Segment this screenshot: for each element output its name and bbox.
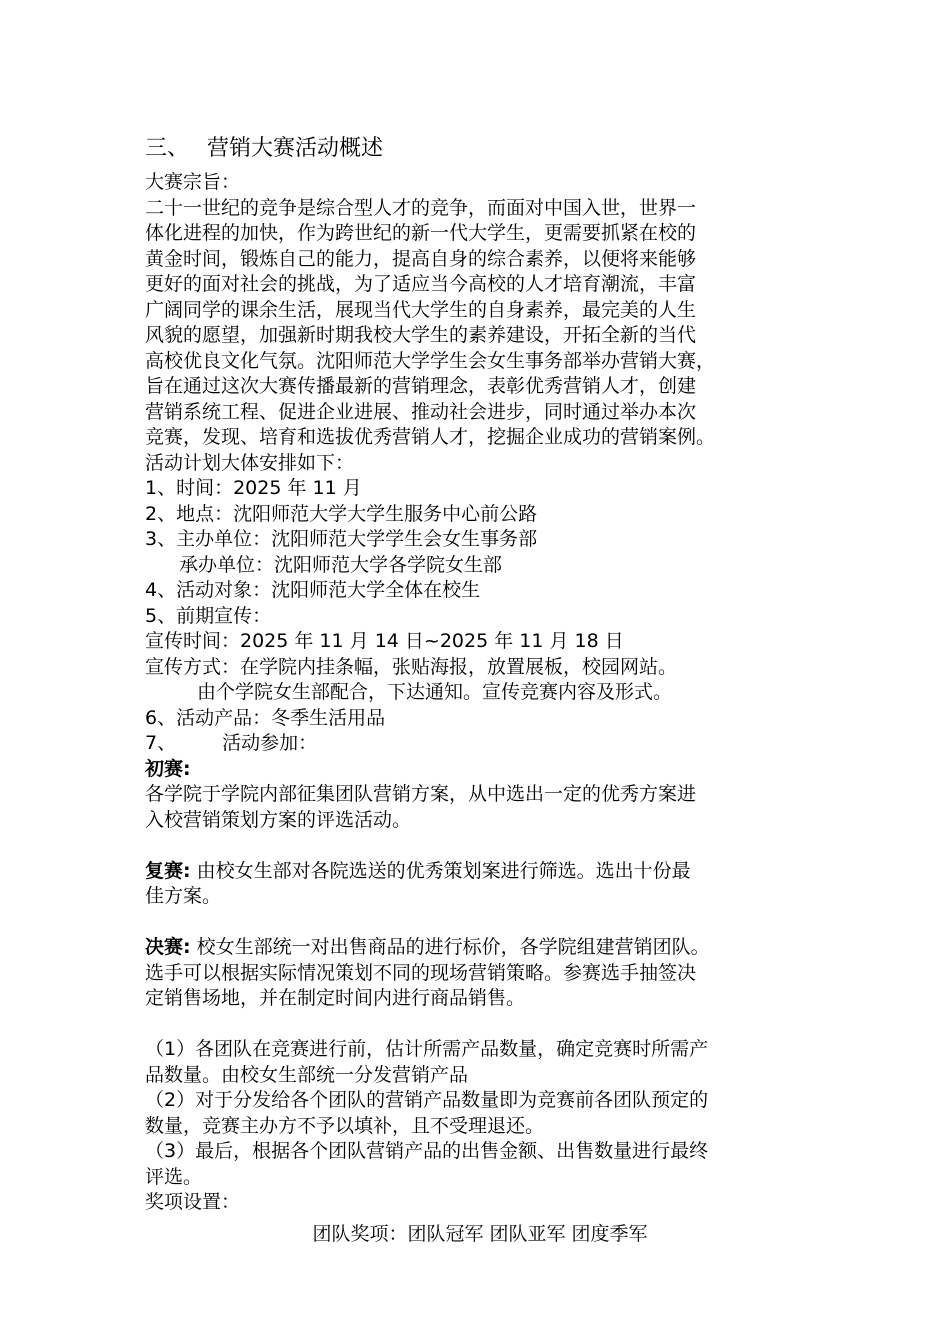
purpose-line: 旨在通过这次大赛传播最新的营销理念，表彰优秀营销人才，创建: [145, 375, 697, 397]
purpose-line: 更好的面对社会的挑战，为了适应当今高校的人才培育潮流，丰富: [145, 273, 697, 295]
purpose-line: 竞赛，发现、培育和选拔优秀营销人才，挖掘企业成功的营销案例。: [145, 426, 716, 448]
final-line: 定销售场地，并在制定时间内进行商品销售。: [145, 987, 526, 1009]
rule-line: 评选。: [145, 1165, 203, 1188]
purpose-line: 黄金时间，锻炼自己的能力，提高自身的综合素养，以便将来能够: [145, 247, 697, 270]
plan-item-time: 1、时间：2025 年 11 月: [145, 477, 362, 499]
plan-item-location: 2、地点：沈阳师范大学大学生服务中心前公路: [145, 502, 538, 525]
plan-item-product: 6、活动产品：冬季生活用品: [145, 706, 386, 729]
publicity-time: 宣传时间：2025 年 11 月 14 日~2025 年 11 月 18 日: [145, 630, 624, 652]
plan-intro: 活动计划大体安排如下：: [145, 451, 355, 474]
purpose-line: 广阔同学的课余生活，展现当代大学生的自身素养，最完美的人生: [145, 298, 697, 321]
prelim-label: 初赛:: [145, 757, 191, 780]
awards-label: 奖项设置：: [145, 1191, 241, 1213]
rule-line: 数量，竞赛主办方不予以填补，且不受理退还。: [145, 1114, 545, 1137]
section-title: 营销大赛活动概述: [207, 136, 384, 161]
document-content: [145, 132, 815, 1247]
final-paragraph: [145, 935, 815, 961]
section-heading: [145, 132, 815, 166]
awards-team: 团队奖项：团队冠军 团队亚军 团度季军: [312, 1222, 648, 1245]
publicity-method-continued: 由个学院女生部配合，下达通知。宣传竞赛内容及形式。: [197, 681, 673, 703]
purpose-label: 大赛宗旨：: [145, 171, 241, 193]
semi-paragraph: [145, 859, 815, 885]
final-text: 校女生部统一对出售商品的进行标价，各学院组建营销团队。: [196, 936, 710, 958]
semi-text-continued: 佳方案。: [145, 885, 222, 907]
semi-label: 复赛:: [145, 859, 191, 882]
rule-line: （3）最后，根据各个团队营销产品的出售金额、出售数量进行最终: [145, 1140, 709, 1162]
item7-number: 7、: [145, 732, 177, 754]
publicity-method: 宣传方式：在学院内挂条幅，张贴海报，放置展板，校园网站。: [145, 655, 678, 678]
prelim-line: 入校营销策划方案的评选活动。: [145, 808, 412, 831]
final-label: 决赛:: [145, 936, 191, 958]
purpose-line: 营销系统工程、促进企业进展、推动社会进步，同时通过举办本次: [145, 400, 697, 423]
semi-text: 由校女生部对各院选送的优秀策划案进行筛选。选出十份最: [196, 859, 691, 882]
prelim-line: 各学院于学院内部征集团队营销方案，从中选出一定的优秀方案进: [145, 783, 697, 805]
purpose-line: 二十一世纪的竞争是综合型人才的竞争，而面对中国入世，世界一: [145, 196, 697, 219]
plan-item-participation: [145, 731, 815, 757]
plan-item-organizer: 承办单位：沈阳师范大学各学院女生部: [179, 553, 503, 576]
plan-item-audience: 4、活动对象：沈阳师范大学全体在校生: [145, 579, 481, 601]
rule-line: 品数量。由校女生部统一分发营销产品: [145, 1063, 469, 1086]
final-line: 选手可以根据实际情况策划不同的现场营销策略。参赛选手抽签决: [145, 961, 697, 984]
section-number: 三、: [145, 136, 190, 161]
purpose-line: 体化进程的加快，作为跨世纪的新一代大学生，更需要抓紧在校的: [145, 222, 697, 244]
rule-line: （2）对于分发给各个团队的营销产品数量即为竞赛前各团队预定的: [145, 1089, 709, 1111]
purpose-line: 风貌的愿望，加强新时期我校大学生的素养建设，开拓全新的当代: [145, 324, 697, 346]
item7-text: 活动参加：: [222, 732, 318, 754]
purpose-line: 高校优良文化气氛。沈阳师范大学学生会女生事务部举办营销大赛，: [145, 349, 716, 372]
plan-item-host: 3、主办单位：沈阳师范大学学生会女生事务部: [145, 528, 538, 550]
plan-item-publicity: 5、前期宣传：: [145, 604, 272, 627]
rule-line: （1）各团队在竞赛进行前，估计所需产品数量，确定竞赛时所需产: [145, 1038, 709, 1060]
